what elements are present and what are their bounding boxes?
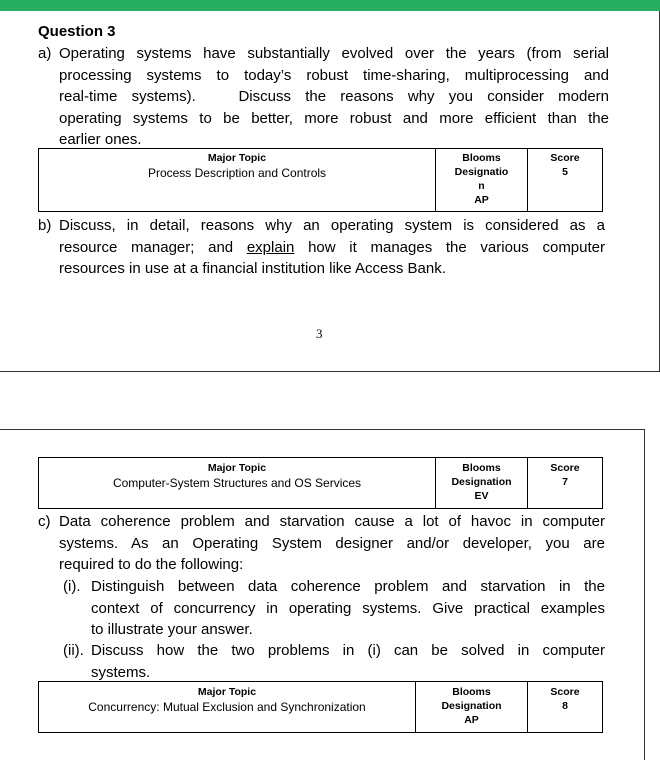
blooms-value: EV (474, 490, 489, 502)
major-topic-value: Process Description and Controls (147, 166, 327, 180)
blooms-cell (436, 458, 527, 508)
topic-table-1 (38, 148, 603, 212)
major-topic-header: Major Topic (207, 152, 267, 164)
score-value: 5 (562, 166, 568, 178)
score-value: 7 (562, 476, 568, 488)
blooms-value: AP (464, 714, 479, 726)
sub-ii-text (91, 640, 605, 683)
score-header: Score (550, 152, 580, 164)
part-b-line2-pre: resource manager; and (59, 238, 247, 256)
page-number: 3 (316, 326, 323, 341)
blooms-header: Blooms (452, 686, 491, 698)
top-accent-bar (0, 0, 660, 11)
part-a-line: Operating systems have substantially evolved over the years (from serial (59, 45, 609, 62)
part-b-label: b) (38, 217, 52, 234)
part-b-line2-post: how it manages the various computer (294, 238, 605, 256)
score-cell (528, 682, 602, 732)
score-cell (528, 458, 602, 508)
blooms-designation-label-cont: n (478, 180, 485, 192)
blooms-designation-label: Designation (441, 700, 502, 712)
blooms-designation-label: Designatio (454, 166, 509, 178)
part-c-label: c) (38, 513, 51, 530)
question-title: Question 3 (38, 23, 116, 40)
major-topic-cell (39, 458, 435, 508)
part-a-line: earlier ones. (59, 131, 142, 148)
sub-ii-label: (ii). (63, 642, 84, 659)
sub-i-label: (i). (63, 578, 81, 595)
part-a-line: processing systems to today’s robust time-sharing, multiprocessing and (59, 66, 609, 84)
sub-i-line: to illustrate your answer. (91, 621, 253, 638)
blooms-header: Blooms (462, 462, 501, 474)
topic-table-2 (38, 457, 603, 509)
blooms-header: Blooms (462, 152, 501, 164)
major-topic-cell (39, 149, 435, 211)
sub-i-line: Distinguish between data coherence problem and starvation in the (91, 578, 605, 595)
part-c-text (59, 511, 605, 576)
part-b-text (59, 215, 605, 280)
part-c-line: systems. As an Operating System designer and/or developer, you are (59, 534, 605, 552)
part-c-line: Data coherence problem and starvation cause a lot of havoc in computer (59, 513, 605, 530)
topic-table-3 (38, 681, 603, 733)
score-header: Score (550, 686, 580, 698)
blooms-cell (436, 149, 527, 211)
major-topic-cell (39, 682, 415, 732)
major-topic-value: Concurrency: Mutual Exclusion and Synchronization (88, 700, 366, 714)
part-a-line: real-time systems). Discuss the reasons why you consider modern (59, 88, 609, 105)
part-b-explain-underlined: explain (246, 238, 295, 256)
part-a-text (59, 43, 609, 151)
part-a-line: operating systems to be better, more robust and more efficient than the (59, 109, 609, 127)
major-topic-value: Computer-System Structures and OS Services (112, 476, 362, 490)
score-header: Score (550, 462, 580, 474)
part-b-line: Discuss, in detail, reasons why an operating system is considered as a (59, 217, 605, 234)
blooms-value: AP (474, 194, 489, 206)
major-topic-header: Major Topic (207, 462, 267, 474)
part-b-line (59, 237, 605, 259)
score-cell (528, 149, 602, 211)
sub-i-line: context of concurrency in operating systems. Give practical examples (91, 599, 605, 617)
part-b-line: resources in use at a financial institution like Access Bank. (59, 260, 446, 277)
part-a-label: a) (38, 45, 52, 62)
score-value: 8 (562, 700, 568, 712)
sub-i-text (91, 576, 605, 641)
sub-ii-line: systems. (91, 663, 151, 681)
blooms-designation-label: Designation (451, 476, 512, 488)
blooms-cell (416, 682, 527, 732)
major-topic-header: Major Topic (197, 686, 257, 698)
sub-ii-line: Discuss how the two problems in (i) can be solved in computer (91, 642, 605, 659)
part-c-line: required to do the following: (59, 556, 244, 573)
